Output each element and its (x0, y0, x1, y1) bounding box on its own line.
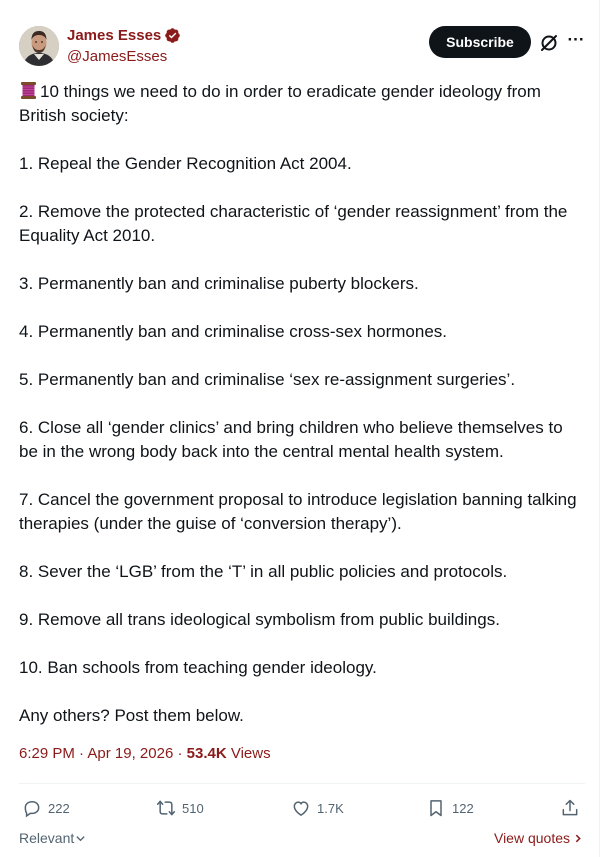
list-item: 10. Ban schools from teaching gender ideology. (19, 658, 377, 677)
bookmark-button[interactable] (426, 794, 474, 822)
list-item: 3. Permanently ban and criminalise puberty blockers. (19, 274, 419, 293)
list-item: 8. Sever the ‘LGB’ from the ‘T’ in all public policies and protocols. (19, 562, 508, 581)
share-button[interactable] (560, 794, 586, 822)
more-icon[interactable]: ··· (567, 30, 585, 49)
list-item: 9. Remove all trans ideological symbolism from public buildings. (19, 610, 500, 629)
meta-separator: · (74, 745, 88, 762)
list-item: 1. Repeal the Gender Recognition Act 2004. (19, 154, 352, 173)
handle[interactable]: @JamesEsses (67, 48, 168, 66)
repost-icon (156, 798, 176, 818)
tweet-body (19, 80, 585, 728)
meta-separator: · (173, 745, 187, 762)
divider (19, 783, 585, 784)
reply-count: 222 (48, 800, 70, 816)
tweet-header (19, 26, 589, 70)
view-quotes-link[interactable] (494, 830, 583, 846)
list-item: 7. Cancel the government proposal to introduce legislation banning talking therapies (under the guise of ‘conversion therapy’). (19, 490, 577, 533)
bookmark-icon (426, 798, 446, 818)
repost-button[interactable] (156, 794, 204, 822)
like-count: 1.7K (317, 800, 344, 816)
tweet-intro (19, 80, 585, 128)
views-label: Views (226, 745, 271, 762)
reply-button[interactable] (22, 794, 70, 822)
sort-label: Relevant (19, 830, 75, 846)
list-item: 5. Permanently ban and criminalise ‘sex re-assignment surgeries’. (19, 370, 516, 389)
chevron-right-icon (573, 833, 583, 844)
like-button[interactable] (291, 794, 344, 822)
bookmark-count: 122 (452, 800, 474, 816)
tweet-meta (19, 744, 271, 764)
list-item: 4. Permanently ban and criminalise cross-sex hormones. (19, 322, 448, 341)
list-item: 2. Remove the protected characteristic of ‘gender reassignment’ from the Equality Act 2010. (19, 202, 568, 245)
view-quotes-label: View quotes (493, 830, 570, 846)
views-count: 53.4K (186, 745, 227, 762)
tweet-date[interactable]: Apr 19, 2026 (87, 745, 174, 762)
sort-dropdown[interactable] (19, 830, 86, 846)
tweet-closing: Any others? Post them below. (19, 706, 244, 725)
author-names (67, 27, 181, 67)
tweet-intro-text: 10 things we need to do in order to eradicate gender ideology from British society: (19, 82, 541, 125)
display-name[interactable]: James Esses (67, 27, 162, 44)
action-bar (19, 794, 585, 822)
grok-icon[interactable] (539, 33, 559, 53)
thread-spool-icon (19, 81, 38, 100)
reply-icon (22, 798, 42, 818)
share-icon (560, 798, 580, 818)
repost-count: 510 (182, 800, 204, 816)
heart-icon (291, 798, 311, 818)
subscribe-button[interactable]: Subscribe (429, 26, 531, 58)
avatar[interactable] (19, 26, 59, 66)
tweet-footer (19, 828, 585, 850)
tweet-time[interactable]: 6:29 PM (19, 745, 75, 762)
verified-badge-icon[interactable] (164, 27, 181, 44)
chevron-down-icon (75, 833, 86, 844)
list-item: 6. Close all ‘gender clinics’ and bring children who believe themselves to be in the wrong body back into the central mental health system. (19, 418, 563, 461)
